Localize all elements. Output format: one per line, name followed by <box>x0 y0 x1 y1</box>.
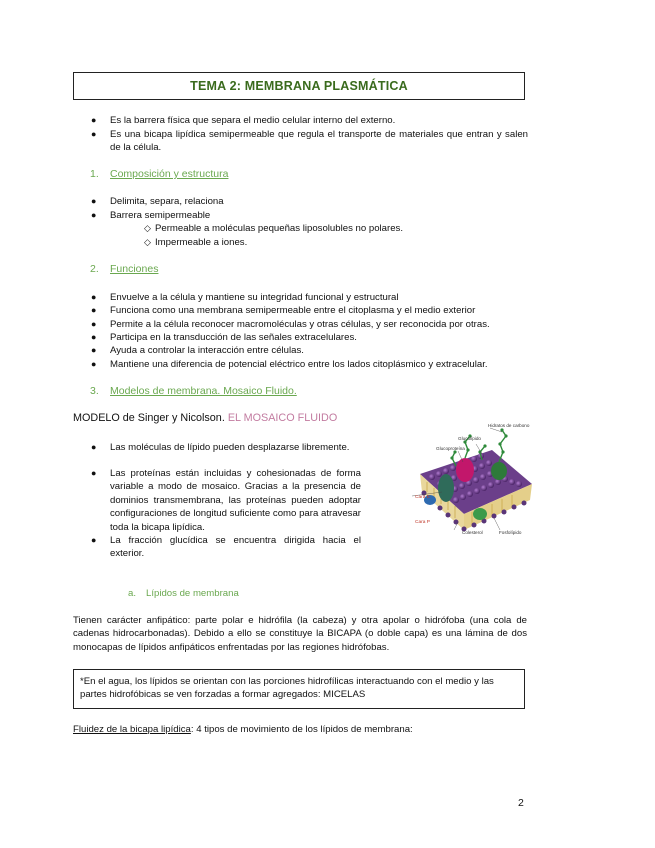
section-2-heading: Funciones <box>110 263 159 275</box>
bullet-icon: ● <box>91 115 97 125</box>
fluidity-line: Fluidez de la bicapa lipídica: 4 tipos de movimiento de los lípidos de membrana: <box>73 724 413 735</box>
section-2-bullet-6: ● Mantiene una diferencia de potencial eléctrico entre los lados citoplásmico y extracelular. <box>91 359 488 370</box>
transmembrane-protein-shape <box>438 474 454 502</box>
bullet-icon: ● <box>91 535 97 545</box>
section-2-bullet-4: ● Participa en la transducción de las señales extracelulares. <box>91 332 357 343</box>
intro-bullet-2: ● Es una bicapa lipídica semipermeable que regula el transporte de materiales que entran y salen de la célula. <box>91 129 528 154</box>
subsection-a-letter: a. <box>128 588 137 599</box>
section-1-sub-bullet-2: ◇ Impermeable a iones. <box>144 237 248 248</box>
section-2-bullet-3: ● Permite a la célula reconocer macromoléculas y otras células, y ser reconocida por otras. <box>91 319 490 330</box>
glycoprotein-shape <box>456 458 474 482</box>
section-1-bullet-1: ● Delimita, separa, relaciona <box>91 196 224 207</box>
bullet-icon: ● <box>91 196 97 206</box>
diamond-bullet-icon: ◇ <box>144 237 151 247</box>
micelas-note-box: *En el agua, los lípidos se orientan con las porciones hidrofílicas interactuando con el medio y las partes hidrofóbicas se ven forzadas a formar agregados: MICELAS <box>73 669 525 709</box>
page-number: 2 <box>518 797 524 809</box>
figure-label-carbohydrates: Hidratos de carbono <box>488 423 530 428</box>
bullet-icon: ● <box>91 332 97 342</box>
subsection-a-heading: Lípidos de membrana <box>146 588 239 599</box>
bullet-icon: ● <box>91 442 97 452</box>
diamond-bullet-icon: ◇ <box>144 223 151 233</box>
intro-bullet-1: ● Es la barrera física que separa el medio celular interno del externo. <box>91 115 396 126</box>
section-2-number: 2. <box>90 263 99 275</box>
section-3-number: 3. <box>90 385 99 397</box>
bullet-icon: ● <box>91 292 97 302</box>
bullet-icon: ● <box>91 319 97 329</box>
model-bullet-3: ● La fracción glucídica se encuentra dirigida hacia el exterior. <box>91 535 361 560</box>
section-2-bullet-1: ● Envuelve a la célula y mantiene su integridad funcional y estructural <box>91 292 399 303</box>
lipids-paragraph: Tienen carácter anfipático: parte polar e hidrófila (la cabeza) y otra apolar o hidrófoba (una cola de cadenas hidrocarbonadas). Debido a ello se constituye la BICAPA (o doble capa) es una lámina de dos monocapas de lípidos anfipáticos enfrentadas por las regiones hidrófobas. <box>73 615 527 653</box>
figure-label-glycoprotein: Glucoproteína <box>436 446 465 451</box>
section-1-bullet-2: ● Barrera semipermeable <box>91 210 211 221</box>
section-2-bullet-2: ● Funciona como una membrana semipermeable entre el citoplasma y el medio exterior <box>91 305 476 316</box>
section-3-heading: Modelos de membrana. Mosaico Fluido. <box>110 385 297 397</box>
figure-label-cara-p: Cara P <box>415 520 430 525</box>
bullet-icon: ● <box>91 129 97 139</box>
figure-label-glycolipid: Glucolípido <box>458 436 481 441</box>
fluid-mosaic-membrane-figure <box>372 422 532 540</box>
section-1-sub-bullet-1: ◇ Permeable a moléculas pequeñas liposolubles no polares. <box>144 223 403 234</box>
page-title: TEMA 2: MEMBRANA PLASMÁTICA <box>73 72 525 100</box>
bullet-icon: ● <box>91 359 97 369</box>
section-2-bullet-5: ● Ayuda a controlar la interacción entre células. <box>91 345 304 356</box>
model-bullet-2: ● Las proteínas están incluidas y cohesionadas de forma variable a modo de mosaico. Gracias a la presencia de dominios transmembrana, las proteínas pueden adoptar configuraciones de longitud suficiente como para atravesar toda la bicapa lipídica. <box>91 468 361 533</box>
bullet-icon: ● <box>91 305 97 315</box>
model-bullet-1: ● Las moléculas de lípido pueden desplazarse libremente. <box>91 442 350 453</box>
section-1-heading: Composición y estructura <box>110 168 229 180</box>
figure-label-phospholipid: Fosfolípido <box>499 530 522 535</box>
peripheral-protein-shape <box>473 508 487 520</box>
figure-label-cholesterol: Colesterol <box>462 530 483 535</box>
figure-label-cara-e: Cara E <box>415 495 430 500</box>
bullet-icon: ● <box>91 345 97 355</box>
section-1-number: 1. <box>90 168 99 180</box>
protein-shape <box>491 462 507 480</box>
model-heading: MODELO de Singer y Nicolson. EL MOSAICO FLUIDO <box>73 412 338 424</box>
bullet-icon: ● <box>91 468 97 478</box>
bullet-icon: ● <box>91 210 97 220</box>
